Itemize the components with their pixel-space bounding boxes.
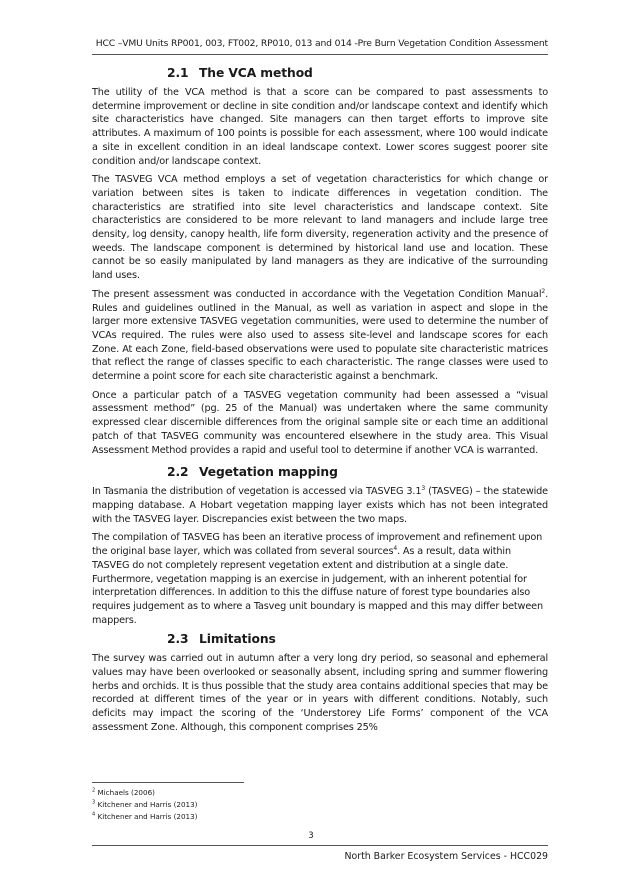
footnote-ref[interactable]: 2 [541,287,546,295]
footnote [92,799,198,811]
paragraph-text: . Rules and guidelines outlined in the Manual, as well as variation in aspect and slope in the larger more extensive TASVEG vegetation communities, were used to determine the number of VCAs required. The rules were also used to assess site-level and landscape scores for each Zone. At each Zone, field-based observations were used to populate site characteristic matrices that reflect the range of classes specific to each characteristic. The range classes were used to determine a point score for each site characteristic against a benchmark. [92,288,548,383]
section-title: Limitations [199,632,276,647]
page-number: 3 [308,831,314,841]
paragraph-text: (TASVEG) – the statewide mapping database. A Hobart vegetation mapping layer exists which has not been integrated with the TASVEG layer. Discrepancies exist between the two maps. [92,486,548,525]
footnote [92,811,198,823]
footnote-text: Kitchener and Harris (2013) [97,800,198,809]
footnote-ref[interactable]: 3 [421,485,426,493]
footnote-text: Michaels (2006) [97,788,155,797]
section-title: The VCA method [199,66,313,80]
paragraph: The survey was carried out in autumn after a very long dry period, so seasonal and ephemeral values may have been overlooked or seasonally absent, including spring and summer flowering herbs and orchids. It is thus possible that the study area contains additional species that may be recorded at different times of the year or in years with different conditions. Notably, such deficits may impact the scoring of the ‘Understorey Life Forms’ component of the VCA assessment Zone. Although, this component comprises 25% [92,653,548,733]
section-number: 2.3 [167,632,189,647]
section-heading-limitations [92,632,548,646]
section-heading-vegetation-mapping [92,465,548,479]
paragraph [92,485,548,526]
paragraph [92,288,548,384]
footnote-ref[interactable]: 4 [393,544,398,552]
section-number: 2.2 [167,465,189,480]
section-title: Vegetation mapping [199,465,338,480]
footnotes [92,787,198,823]
paragraph [92,531,548,627]
paragraph-text: The compilation of TASVEG has been an iterative process of improvement and refinement upon the original base layer, which was collated from several sources [92,532,543,558]
footnote [92,787,198,799]
page-body [92,63,548,740]
page-footer [92,845,548,862]
paragraph: Once a particular patch of a TASVEG vegetation community had been assessed a “visual assessment method” (pg. 25 of the Manual) was undertaken where the same community expressed clear discernible differences from the original sample site or each time an additional patch of that TASVEG community was encountered elsewhere in the study area. This Visual Assessment Method provides a rapid and useful tool to determine if another VCA is warranted. [92,389,548,456]
footnote-divider [92,782,244,783]
page-header [92,38,548,55]
footnote-mark: 4 [92,811,96,818]
footnote-mark: 2 [92,787,96,794]
paragraph-text: . As a result, data within TASVEG do not completely represent vegetation extent and distribution at a single date. Furthermore, vegetation mapping is an exercise in judgement, with an inherent potential for interpretation differences. In addition to this the diffuse nature of forest type boundaries also requires judgement as to where a Tasveg unit boundary is mapped and this may differ between mappers. [92,546,543,626]
footnote-mark: 3 [92,799,96,806]
paragraph-text: In Tasmania the distribution of vegetation is accessed via TASVEG 3.1 [92,486,422,498]
paragraph-text: The present assessment was conducted in accordance with the Vegetation Condition Manual [92,288,542,300]
header-text: HCC –VMU Units RP001, 003, FT002, RP010, 013 and 014 -Pre Burn Vegetation Condition Assessment [95,38,548,49]
footer-text: North Barker Ecosystem Services - HCC029 [344,851,548,862]
footnote-text: Kitchener and Harris (2013) [97,812,198,821]
section-heading-vca-method [92,66,548,80]
paragraph: The utility of the VCA method is that a score can be compared to past assessments to determine improvement or decline in site condition and/or landscape context and identify which site characteristics have changed. Site managers can then target efforts to improve site attributes. A maximum of 100 points is possible for each assessment, where 100 would indicate a site in excellent condition in an ideal landscape context. Lower scores suggest poorer site condition and/or landscape context. [92,87,548,167]
paragraph: The TASVEG VCA method employs a set of vegetation characteristics for which change or variation between sites is taken to indicate differences in vegetation condition. The characteristics are stratified into site level characteristics and landscape context. Site characteristics are considered to be more relevant to land managers and include large tree density, log density, canopy health, life form diversity, regeneration activity and the presence of weeds. The landscape component is determined by historical land use and location. These cannot be so easily manipulated by land managers as they are indicative of the surrounding land uses. [92,174,548,282]
section-number: 2.1 [167,66,189,80]
